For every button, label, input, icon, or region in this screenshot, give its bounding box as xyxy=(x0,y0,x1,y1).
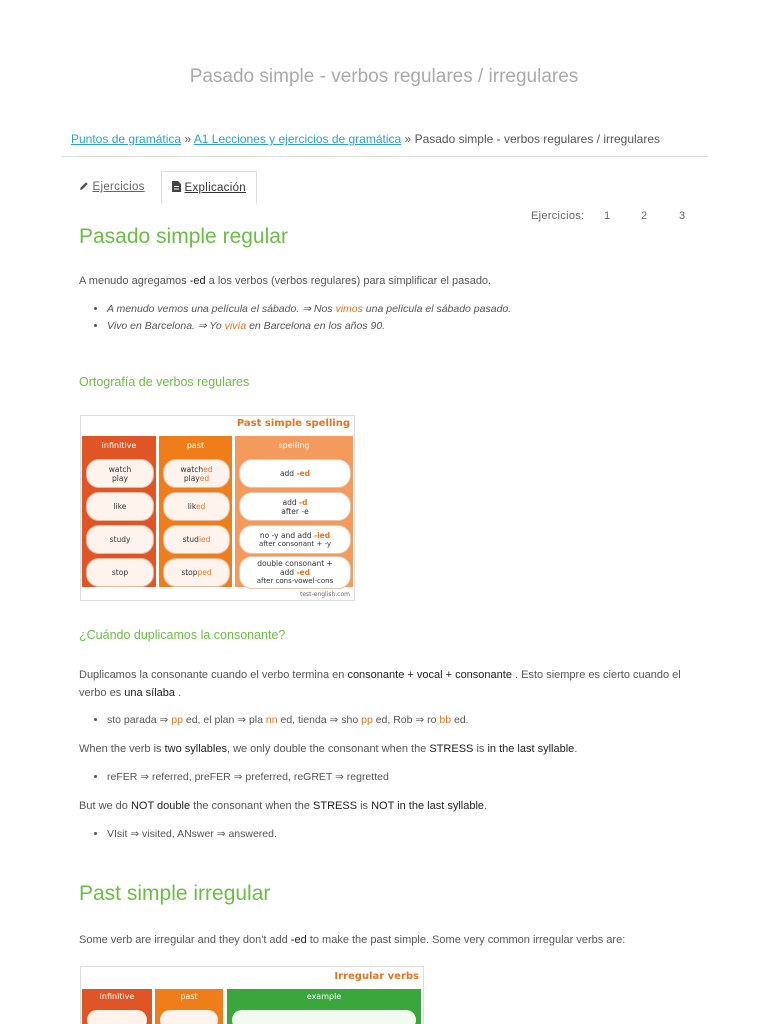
breadcrumb-current: Pasado simple - verbos regulares / irregulares xyxy=(414,132,661,146)
double-consonant-intro: Duplicamos la consonante cuando el verbo termina en consonante + vocal + consonante . Esto siempre es cierto cuando el verbo es una sílaba . xyxy=(79,669,681,699)
tab-explanation-label: Explicación xyxy=(184,182,246,194)
spelling-rule-cell: add -ed xyxy=(239,459,351,488)
spelling-past-cell: stopped xyxy=(163,558,230,587)
spelling-rule-cell: no -y and add -ied after consonant + -y xyxy=(239,525,351,554)
tab-exercises-label: Ejercicios xyxy=(92,181,145,193)
col-header-past: past xyxy=(159,436,232,456)
page-title: Pasado simple - verbos regulares / irregulares xyxy=(189,66,579,87)
list-item: • VIsit ⇒ visited, ANswer ⇒ answered. xyxy=(107,826,277,843)
col-header-spelling: spelling xyxy=(235,436,353,456)
tab-exercises[interactable] xyxy=(79,171,145,204)
irregular-chart-title: Irregular verbs xyxy=(334,971,419,982)
stress-examples xyxy=(79,769,389,786)
col-header-example: example xyxy=(227,989,421,1005)
spelling-infinitive-cell: stop xyxy=(86,558,154,587)
regular-examples xyxy=(79,301,511,335)
brand-watermark: test-english.com xyxy=(300,591,350,598)
irregular-cell xyxy=(160,1010,218,1024)
col-header-infinitive: infinitive xyxy=(82,989,152,1005)
exercise-page-1[interactable]: 1 xyxy=(604,210,611,222)
breadcrumb-link-grammar-points[interactable]: Puntos de gramática xyxy=(71,132,182,146)
spelling-infinitive-cell: watch play xyxy=(86,459,154,488)
exercise-page-2[interactable]: 2 xyxy=(641,210,648,222)
spelling-rule-cell: add -d after -e xyxy=(239,492,351,521)
breadcrumb xyxy=(71,132,660,146)
breadcrumb-divider xyxy=(62,156,708,157)
irregular-cell xyxy=(232,1010,416,1024)
no-double-examples xyxy=(79,826,277,843)
past-simple-spelling-chart xyxy=(80,415,355,601)
pencil-icon xyxy=(79,181,89,191)
spelling-rule-cell: double consonant + add -ed after cons-vowel-cons xyxy=(239,556,351,589)
tab-explanation[interactable] xyxy=(161,171,257,204)
document-icon xyxy=(172,181,181,192)
double-consonant-examples xyxy=(79,712,469,729)
section-heading-regular: Pasado simple regular xyxy=(79,225,288,248)
breadcrumb-link-a1-lessons[interactable]: A1 Lecciones y ejercicios de gramática xyxy=(193,132,402,146)
spelling-heading: Ortografía de verbos regulares xyxy=(79,375,250,389)
spelling-chart-title: Past simple spelling xyxy=(236,418,350,429)
irregular-intro: Some verb are irregular and they don't add -ed to make the past simple. Some very common irregular verbs are: xyxy=(79,934,626,946)
list-item: • reFER ⇒ referred, preFER ⇒ preferred, reGRET ⇒ regretted xyxy=(107,769,389,786)
spelling-past-cell: studied xyxy=(163,525,230,554)
spelling-past-cell: liked xyxy=(163,492,230,521)
irregular-verbs-chart xyxy=(80,966,424,1024)
breadcrumb-separator: » xyxy=(184,132,192,146)
spelling-infinitive-cell: like xyxy=(86,492,154,521)
not-double-rule: But we do NOT double the consonant when the STRESS is NOT in the last syllable. xyxy=(79,800,488,812)
exercise-pager-label: Ejercicios: xyxy=(531,210,585,222)
spelling-infinitive-cell: study xyxy=(86,525,154,554)
regular-intro: A menudo agregamos -ed a los verbos (verbos regulares) para simplificar el pasado. xyxy=(79,275,492,287)
exercise-page-3[interactable]: 3 xyxy=(679,210,686,222)
col-header-past: past xyxy=(155,989,223,1005)
list-item: • A menudo vemos una película el sábado. ⇒ Nos vimos una película el sábado pasado. xyxy=(107,301,511,318)
spelling-past-cell: watched played xyxy=(163,459,230,488)
breadcrumb-separator: » xyxy=(404,132,412,146)
irregular-cell xyxy=(87,1010,147,1024)
two-syllables-rule: When the verb is two syllables, we only double the consonant when the STRESS is in the last syllable. xyxy=(79,743,578,755)
section-heading-irregular: Past simple irregular xyxy=(79,882,271,905)
list-item: • sto parada ⇒ pp ed, el plan ⇒ pla nn ed, tienda ⇒ sho pp ed, Rob ⇒ ro bb ed. xyxy=(107,712,469,729)
exercise-pager xyxy=(531,210,691,224)
double-consonant-heading: ¿Cuándo duplicamos la consonante? xyxy=(79,628,286,642)
col-header-infinitive: infinitive xyxy=(82,436,156,456)
list-item: • Vivo en Barcelona. ⇒ Yo vivía en Barcelona en los años 90. xyxy=(107,318,511,335)
